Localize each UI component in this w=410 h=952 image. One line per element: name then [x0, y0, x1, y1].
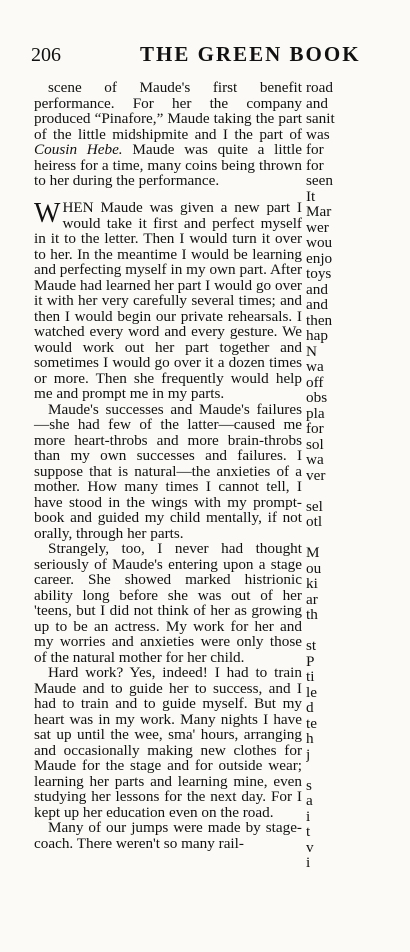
- right-column-line: Mar: [306, 203, 332, 220]
- right-column-line: ver: [306, 466, 326, 484]
- running-title: THE GREEN BOOK: [140, 42, 361, 66]
- right-column-line: seen: [306, 172, 333, 189]
- text-before-italic: scene of Maude's first benefit performance. For her the company produced “Pinafore,” Maude taking the part of the little midshipmite and I the part of: [34, 79, 302, 143]
- right-column-line: toys: [306, 265, 332, 282]
- right-column-line: It: [306, 187, 316, 205]
- first-paragraph-text: HEN Maude was given a new part I would take it first and perfect myself in it to the letter. Then I would turn it over to her. In the meantime I would be learning and perfecting myself in my own part. After Maude had learned her part I would go over it with her very carefully several times; and then I would begin our private rehearsals. I watched every word and every gesture. We would work out her part together and sometimes I would go over it a dozen times or more. Then she frequently would help me and prompt me in my parts.: [34, 199, 302, 402]
- right-column-line: [306, 623, 410, 639]
- right-column-line: ar: [306, 590, 318, 608]
- right-column-line: wa: [306, 451, 324, 468]
- right-column-line: sol: [306, 435, 324, 453]
- paragraph: Many of our jumps were made by stage-coach. There weren't so many rail-: [34, 819, 302, 852]
- right-column-line: off: [306, 373, 324, 391]
- right-column-line: for: [306, 141, 324, 158]
- right-column-line: then: [306, 311, 333, 329]
- right-column-line: th: [306, 606, 318, 623]
- right-column-line: road: [306, 80, 333, 96]
- right-column-line: st: [306, 637, 317, 654]
- right-column-line: and: [306, 94, 328, 112]
- right-column-line: for: [306, 156, 324, 174]
- right-column-line: and: [306, 296, 328, 313]
- right-column-line: sel: [306, 497, 323, 515]
- right-column-line: was: [306, 125, 330, 143]
- right-column-line: [306, 762, 410, 778]
- right-column-line: pla: [306, 404, 325, 422]
- right-column-line: wou: [306, 234, 333, 251]
- right-column-line: i: [306, 807, 311, 825]
- right-column-line: enjo: [306, 249, 333, 267]
- drop-cap: W: [34, 198, 61, 229]
- right-column-line: and: [306, 280, 328, 298]
- main-column: [34, 200, 302, 851]
- first-paragraph: [34, 200, 302, 402]
- right-column-line: P: [306, 652, 315, 670]
- right-column-line: wer: [306, 218, 329, 236]
- right-column-line: sanit: [306, 110, 335, 127]
- right-column-fragment: [306, 80, 410, 871]
- right-column-line: hap: [306, 327, 328, 344]
- text-after-italic: Maude was quite a little heiress for a time, many coins being thrown to her during the performance.: [34, 141, 302, 189]
- right-column-line: t: [306, 823, 311, 840]
- paragraph: Hard work? Yes, indeed! I had to train Maude and to guide her to success, and I had to train and to guide myself. But my heart was in my work. Many nights I have sat up until the wee, sma' hours, arranging and occasionally making new clothes for Maude for the stage and for outside wear; learning her parts and learning mine, even studying her lessons for the next day. For I kept up her education even on the road.: [34, 664, 302, 821]
- right-column-line: for: [306, 420, 324, 437]
- right-column-line: i: [306, 854, 311, 871]
- right-column-line: wa: [306, 358, 324, 375]
- paragraph: Maude's successes and Maude's failures—she had few of the latter—caused me more heart-throbs and more brain-throbs than my own successes and failures. I suppose that is natural—the anxieties of a mother. How many times I cannot tell, I have stood in the wings with my prompt-book and guided my child mentally, if not orally, through her parts.: [34, 400, 302, 542]
- right-column-line: obs: [306, 389, 328, 406]
- italic-role: Cousin Hebe.: [34, 141, 123, 158]
- right-column-line: M: [306, 544, 320, 561]
- column-top-paragraph: [34, 80, 302, 189]
- page-header: [0, 44, 410, 68]
- paragraph: Strangely, too, I never had thought seriously of Maude's entering upon a stage career. She showed marked histrionic ability long before she was out of her 'teens, but I did not think of her as growing up to be an actress. My work for her and my worries and anxieties were only those of the natural mother for her child.: [34, 540, 302, 666]
- right-column-line: otl: [306, 513, 323, 530]
- right-column-line: ti: [306, 668, 315, 685]
- right-column-line: [306, 530, 410, 546]
- right-column-line: N: [306, 342, 317, 360]
- right-column-line: s: [306, 776, 312, 794]
- right-column-line: [306, 483, 410, 499]
- right-column-line: ou: [306, 559, 322, 577]
- right-column-line: ki: [306, 575, 318, 592]
- right-column-line: a: [306, 792, 313, 809]
- right-column-line: j: [306, 745, 311, 763]
- page-number: 206: [31, 44, 61, 66]
- right-column-line: d: [306, 699, 314, 716]
- right-column-line: v: [306, 838, 314, 856]
- right-column-line: le: [306, 683, 317, 701]
- right-column-line: h: [306, 730, 314, 747]
- right-column-line: te: [306, 714, 317, 732]
